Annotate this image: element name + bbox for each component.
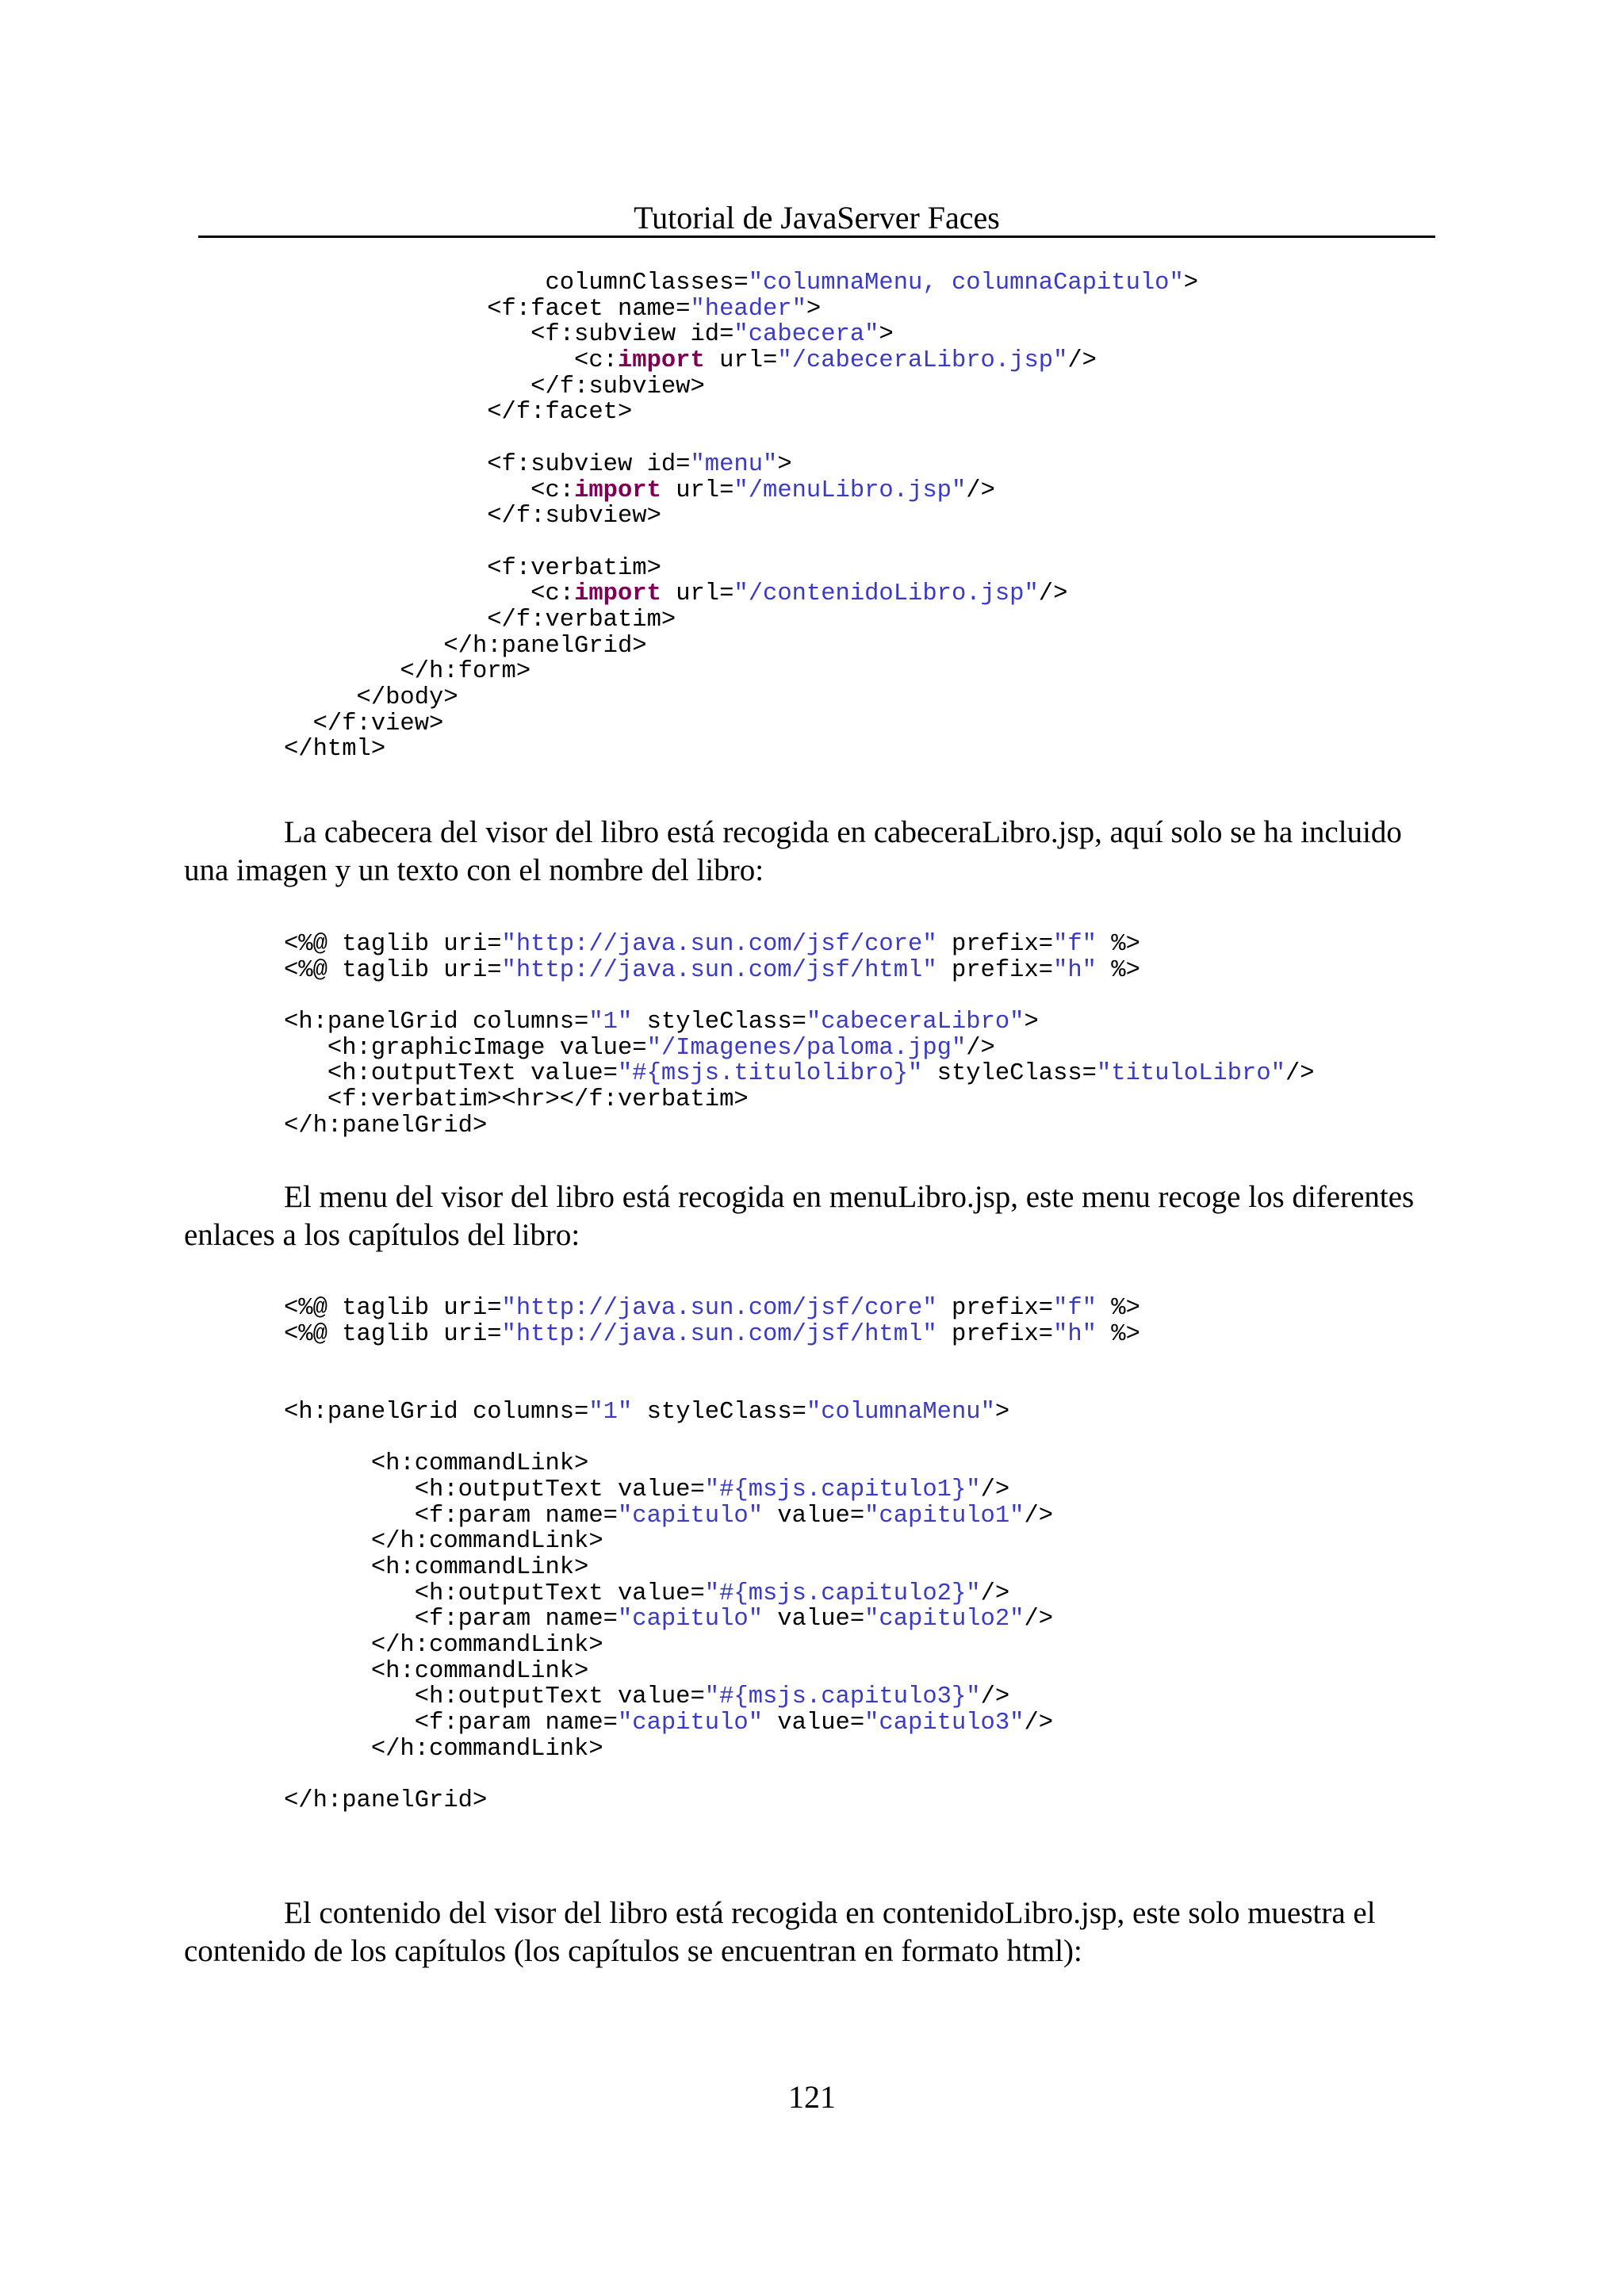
code-line: [284, 685, 1198, 711]
code-keyword: import: [574, 580, 661, 608]
code-text: <f:subview id=: [284, 321, 734, 349]
code-line: [284, 1503, 1140, 1530]
code-text: />: [1067, 347, 1097, 375]
code-line: [284, 1684, 1140, 1710]
code-string: "header": [690, 295, 806, 323]
code-text: <%@ taglib uri=: [284, 931, 502, 958]
code-string: "http://java.sun.com/jsf/core": [501, 1295, 937, 1322]
code-text: <f:param name=: [284, 1710, 618, 1737]
code-line: [284, 1061, 1315, 1087]
code-line: [284, 1036, 1315, 1062]
paragraph-cabecera: La cabecera del visor del libro está recogida en cabeceraLibro.jsp, aquí solo se ha incluido una imagen y un texto con el nombre del libro:: [184, 815, 1402, 887]
code-string: "/cabeceraLibro.jsp": [777, 347, 1068, 375]
code-string: "f": [1053, 931, 1097, 958]
code-text: >: [994, 1398, 1010, 1426]
code-text: </html>: [284, 736, 386, 764]
code-line: [284, 297, 1198, 323]
code-text: value=: [763, 1710, 865, 1737]
code-line: [284, 1737, 1140, 1763]
code-line: [284, 1581, 1140, 1607]
code-text: <c:: [284, 580, 575, 608]
code-string: "capitulo": [617, 1502, 763, 1530]
code-text: <h:outputText value=: [284, 1683, 705, 1711]
code-line: [284, 1400, 1140, 1426]
code-string: "capitulo": [617, 1710, 763, 1737]
code-text: prefix=: [936, 931, 1054, 958]
code-string: "columnaMenu": [806, 1398, 995, 1426]
code-string: "h": [1053, 1320, 1097, 1348]
code-string: "columnaMenu, columnaCapitulo": [748, 270, 1184, 297]
code-text: %>: [1097, 1295, 1140, 1322]
code-string: "#{msjs.capitulo3}": [704, 1683, 981, 1711]
code-text: </h:commandLink>: [284, 1735, 603, 1763]
code-text: %>: [1097, 931, 1140, 958]
code-text: />: [1024, 1502, 1054, 1530]
code-text: prefix=: [936, 1320, 1054, 1348]
code-text: </f:facet>: [284, 399, 633, 427]
page-header: Tutorial de JavaServer Faces: [634, 200, 1000, 236]
code-line: [284, 348, 1198, 374]
code-line: [284, 452, 1198, 478]
code-line: [284, 1633, 1140, 1659]
code-text: columnClasses=: [284, 270, 749, 297]
code-line: [284, 530, 1198, 556]
code-string: "capitulo3": [864, 1710, 1025, 1737]
code-line: [284, 1607, 1140, 1633]
code-line: [284, 270, 1198, 297]
code-line: [284, 983, 1315, 1009]
code-line: [284, 737, 1198, 763]
code-keyword: import: [574, 477, 661, 504]
code-line: [284, 1477, 1140, 1503]
code-text: <%@ taglib uri=: [284, 956, 502, 984]
code-block-menu-libro: [284, 1296, 1140, 1814]
code-text: >: [1024, 1009, 1039, 1036]
code-string: "capitulo1": [864, 1502, 1025, 1530]
code-text: </f:subview>: [284, 373, 705, 400]
code-text: </h:panelGrid>: [284, 632, 647, 660]
code-text: url=: [704, 347, 778, 375]
code-text: >: [879, 321, 894, 349]
code-string: "#{msjs.titulolibro}": [617, 1060, 923, 1088]
code-text: <h:outputText value=: [284, 1060, 618, 1088]
code-text: <h:commandLink>: [284, 1450, 589, 1478]
code-text: <f:verbatim><hr></f:verbatim>: [284, 1086, 749, 1114]
code-line: [284, 1710, 1140, 1737]
code-line: [284, 1529, 1140, 1555]
code-line: [284, 659, 1198, 685]
code-text: </h:form>: [284, 658, 531, 686]
code-line: [284, 478, 1198, 504]
code-line: [284, 1009, 1315, 1036]
code-text: </h:commandLink>: [284, 1631, 603, 1659]
code-line: [284, 932, 1315, 958]
code-line: [284, 1788, 1140, 1814]
code-text: <f:param name=: [284, 1606, 618, 1633]
code-text: url=: [661, 477, 734, 504]
code-text: />: [966, 1034, 995, 1062]
code-line: [284, 1659, 1140, 1685]
code-line: [284, 1113, 1315, 1139]
code-text: >: [806, 295, 822, 323]
paragraph-menu: El menu del visor del libro está recogida en menuLibro.jsp, este menu recoge los diferentes enlaces a los capítulos del libro:: [184, 1180, 1415, 1252]
code-text: url=: [661, 580, 734, 608]
code-text: prefix=: [936, 1295, 1054, 1322]
code-keyword: import: [617, 347, 705, 375]
code-text: />: [980, 1476, 1010, 1503]
code-string: "cabeceraLibro": [806, 1009, 1025, 1036]
code-line: [284, 1347, 1140, 1373]
code-string: "http://java.sun.com/jsf/html": [501, 1320, 937, 1348]
code-string: "tituloLibro": [1096, 1060, 1285, 1088]
code-text: <h:outputText value=: [284, 1476, 705, 1503]
code-text: </f:subview>: [284, 503, 661, 530]
code-string: "/contenidoLibro.jsp": [733, 580, 1039, 608]
code-block-book-viewer-end: [284, 270, 1198, 763]
code-text: <%@ taglib uri=: [284, 1295, 502, 1322]
code-text: />: [1038, 580, 1068, 608]
code-text: </h:commandLink>: [284, 1528, 603, 1556]
code-text: <h:commandLink>: [284, 1657, 589, 1685]
code-text: />: [1024, 1606, 1054, 1633]
code-line: [284, 1322, 1140, 1348]
code-text: </f:view>: [284, 710, 444, 737]
code-text: <h:panelGrid columns=: [284, 1398, 589, 1426]
code-text: >: [1183, 270, 1199, 297]
code-block-cabecera-libro: [284, 932, 1315, 1139]
code-text: <h:commandLink>: [284, 1553, 589, 1581]
code-string: "menu": [690, 450, 778, 478]
code-text: value=: [763, 1502, 865, 1530]
code-line: [284, 1087, 1315, 1113]
code-string: "capitulo2": [864, 1606, 1025, 1633]
code-line: [284, 958, 1315, 984]
code-line: [284, 634, 1198, 660]
code-line: [284, 426, 1198, 452]
code-text: </h:panelGrid>: [284, 1112, 488, 1139]
code-text: </f:verbatim>: [284, 606, 676, 634]
code-string: "http://java.sun.com/jsf/html": [501, 956, 937, 984]
code-line: [284, 1555, 1140, 1581]
code-string: "#{msjs.capitulo2}": [704, 1580, 981, 1607]
code-string: "cabecera": [733, 321, 879, 349]
code-line: [284, 581, 1198, 607]
code-string: "h": [1053, 956, 1097, 984]
code-line: [284, 374, 1198, 400]
code-line: [284, 1373, 1140, 1400]
code-text: />: [980, 1580, 1010, 1607]
code-text: styleClass=: [632, 1009, 806, 1036]
code-text: <f:facet name=: [284, 295, 691, 323]
code-text: />: [966, 477, 995, 504]
code-string: "capitulo": [617, 1606, 763, 1633]
code-line: [284, 1425, 1140, 1451]
page-number: 121: [788, 2079, 836, 2115]
code-text: <c:: [284, 347, 618, 375]
code-string: "/Imagenes/paloma.jpg": [646, 1034, 967, 1062]
code-text: <h:graphicImage value=: [284, 1034, 647, 1062]
code-line: [284, 1762, 1140, 1788]
code-string: "1": [588, 1398, 633, 1426]
code-text: <f:subview id=: [284, 450, 691, 478]
paragraph-contenido: El contenido del visor del libro está recogida en contenidoLibro.jsp, este solo muestra el contenido de los capítulos (los capítulos se encuentran en formato html):: [184, 1896, 1376, 1968]
code-text: <f:param name=: [284, 1502, 618, 1530]
code-line: [284, 556, 1198, 582]
code-text: </body>: [284, 684, 458, 711]
code-line: [284, 1451, 1140, 1477]
code-text: />: [980, 1683, 1010, 1711]
code-text: <h:outputText value=: [284, 1580, 705, 1607]
code-text: %>: [1097, 956, 1140, 984]
code-string: "f": [1053, 1295, 1097, 1322]
code-text: >: [777, 450, 792, 478]
code-line: [284, 504, 1198, 530]
code-line: [284, 711, 1198, 737]
code-text: value=: [763, 1606, 865, 1633]
code-string: "#{msjs.capitulo1}": [704, 1476, 981, 1503]
code-line: [284, 322, 1198, 348]
code-line: [284, 607, 1198, 634]
code-text: prefix=: [936, 956, 1054, 984]
code-text: <%@ taglib uri=: [284, 1320, 502, 1348]
code-text: <f:verbatim>: [284, 554, 661, 582]
code-text: <h:panelGrid columns=: [284, 1009, 589, 1036]
code-text: </h:panelGrid>: [284, 1787, 488, 1815]
header-rule: [198, 236, 1435, 238]
code-text: styleClass=: [632, 1398, 806, 1426]
code-line: [284, 400, 1198, 426]
code-text: <c:: [284, 477, 575, 504]
code-text: %>: [1097, 1320, 1140, 1348]
code-text: />: [1285, 1060, 1315, 1088]
code-string: "http://java.sun.com/jsf/core": [501, 931, 937, 958]
code-string: "/menuLibro.jsp": [733, 477, 967, 504]
code-string: "1": [588, 1009, 633, 1036]
code-text: styleClass=: [922, 1060, 1097, 1088]
code-text: />: [1024, 1710, 1054, 1737]
code-line: [284, 1296, 1140, 1322]
